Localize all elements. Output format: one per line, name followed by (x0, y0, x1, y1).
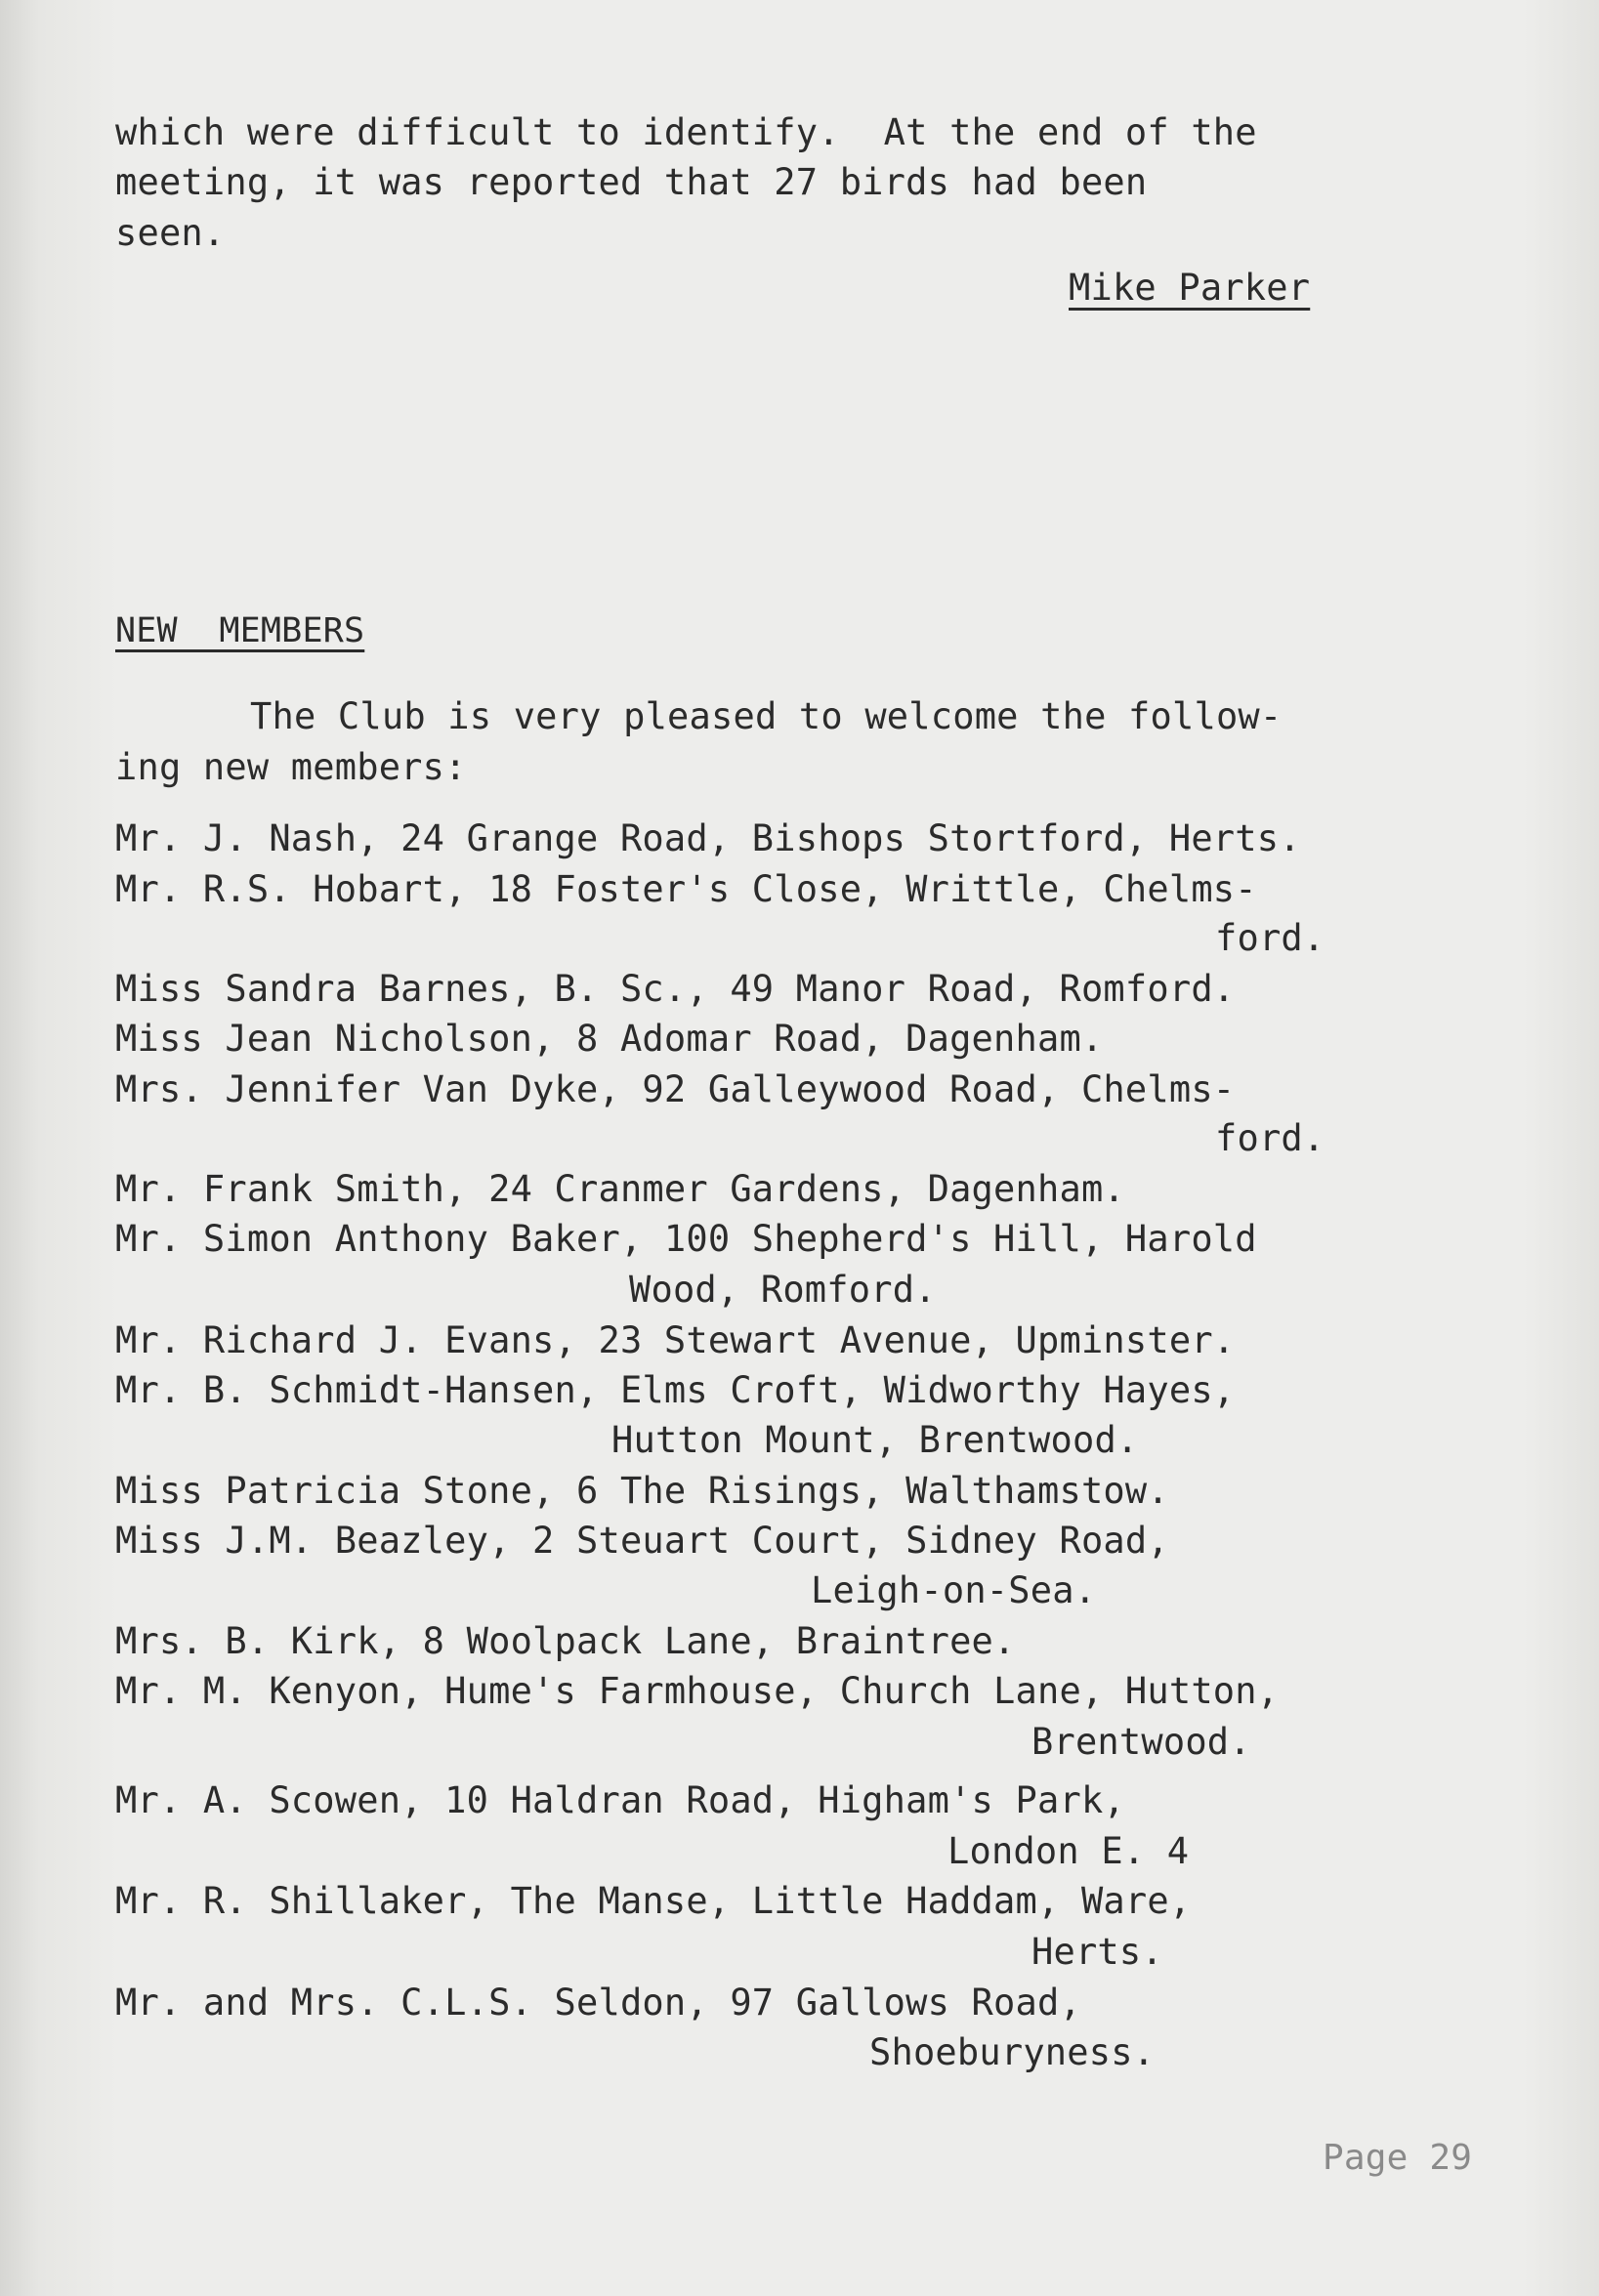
member-entry-continuation: Leigh-on-Sea. (811, 1569, 1097, 1611)
member-entry: Miss Sandra Barnes, B. Sc., 49 Manor Road, Romford. (115, 968, 1236, 1010)
intro-line-1: which were difficult to identify. At the end of the (115, 111, 1257, 153)
member-entry: Miss Patricia Stone, 6 The Risings, Walthamstow. (115, 1470, 1169, 1512)
member-entry: Mr. B. Schmidt-Hansen, Elms Croft, Widworthy Hayes, (115, 1369, 1236, 1411)
member-entry-continuation: ford. (1215, 1117, 1325, 1159)
member-entry: Miss Jean Nicholson, 8 Adomar Road, Dagenham. (115, 1018, 1104, 1060)
member-entry: Mr. R. Shillaker, The Manse, Little Haddam, Ware, (115, 1880, 1192, 1922)
section-heading: NEW MEMBERS (115, 611, 365, 650)
member-entry-continuation: Herts. (1031, 1931, 1163, 1973)
member-entry: Mr. R.S. Hobart, 18 Foster's Close, Writtle, Chelms- (115, 868, 1257, 910)
member-entry-continuation: London E. 4 (947, 1830, 1190, 1872)
intro-line-2: meeting, it was reported that 27 birds had been (115, 161, 1148, 203)
page-number: Page 29 (1323, 2138, 1473, 2178)
member-entry: Mr. Richard J. Evans, 23 Stewart Avenue, Upminster. (115, 1319, 1236, 1361)
section-intro-line-2: ing new members: (115, 746, 467, 788)
member-entry: Mr. Simon Anthony Baker, 100 Shepherd's Hill, Harold (115, 1218, 1257, 1260)
member-entry: Mr. and Mrs. C.L.S. Seldon, 97 Gallows Road, (115, 1982, 1081, 2024)
intro-line-3: seen. (115, 212, 226, 254)
member-entry-continuation: Shoeburyness. (869, 2031, 1156, 2073)
signature: Mike Parker (1069, 267, 1311, 309)
member-entry-continuation: Wood, Romford. (629, 1269, 937, 1311)
member-entry: Mr. A. Scowen, 10 Haldran Road, Higham's Park, (115, 1779, 1125, 1821)
member-entry: Mr. M. Kenyon, Hume's Farmhouse, Church Lane, Hutton, (115, 1670, 1280, 1712)
member-entry: Mr. J. Nash, 24 Grange Road, Bishops Stortford, Herts. (115, 817, 1301, 859)
member-entry-continuation: ford. (1215, 917, 1325, 959)
member-entry: Mrs. B. Kirk, 8 Woolpack Lane, Braintree. (115, 1620, 1016, 1662)
member-entry: Mr. Frank Smith, 24 Cranmer Gardens, Dagenham. (115, 1168, 1125, 1210)
member-entry: Mrs. Jennifer Van Dyke, 92 Galleywood Road, Chelms- (115, 1068, 1236, 1110)
member-entry-continuation: Hutton Mount, Brentwood. (611, 1419, 1139, 1461)
member-entry-continuation: Brentwood. (1031, 1721, 1251, 1763)
member-entry: Miss J.M. Beazley, 2 Steuart Court, Sidney Road, (115, 1520, 1169, 1562)
section-intro-line-1: The Club is very pleased to welcome the follow- (250, 695, 1283, 737)
